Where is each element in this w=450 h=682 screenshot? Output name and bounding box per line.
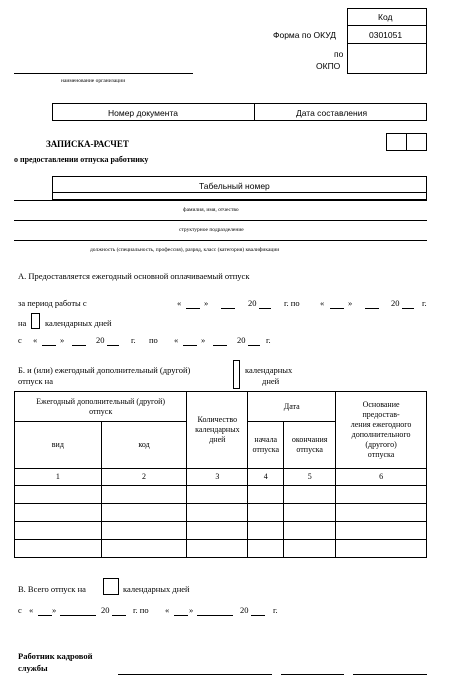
okpo-label: ОКПО xyxy=(316,61,341,71)
section-a-na: на xyxy=(18,318,27,328)
leave-po: по xyxy=(149,335,158,345)
total-from-year-prefix: 20 xyxy=(101,605,110,615)
col-number: 6 xyxy=(336,469,427,486)
table-row xyxy=(15,522,427,540)
section-v-days-box[interactable] xyxy=(103,578,119,595)
table-row xyxy=(15,540,427,558)
total-from-month[interactable] xyxy=(60,615,96,616)
leave-to-day[interactable] xyxy=(183,345,197,346)
col-number: 4 xyxy=(248,469,284,486)
position-caption: должность (специальность, профессия), разряд, класс (категория) квалификации xyxy=(90,247,280,253)
table-cell[interactable] xyxy=(187,522,248,540)
org-caption: наименование организации xyxy=(61,78,126,84)
period-po: г. по xyxy=(284,298,300,308)
section-b-days-box[interactable] xyxy=(233,360,240,389)
leave-s: с xyxy=(18,335,22,345)
doc-date-label: Дата составления xyxy=(296,108,368,118)
hr-signature-line[interactable] xyxy=(281,674,344,675)
period-to-quote-close: » xyxy=(348,298,353,308)
table-cell[interactable] xyxy=(284,522,336,540)
table-cell[interactable] xyxy=(336,522,427,540)
leave-to-month[interactable] xyxy=(213,345,227,346)
document-subtitle: о предоставлении отпуска работнику xyxy=(14,155,149,164)
doc-number-value-cell[interactable] xyxy=(386,133,407,151)
doc-number-label: Номер документа xyxy=(108,108,178,118)
table-cell[interactable] xyxy=(15,522,102,540)
total-from-year[interactable] xyxy=(112,615,126,616)
hr-signature-label-2: службы xyxy=(18,663,48,673)
col-basis-header: Основание предостав- ления ежегодного дополнительного (другого) отпуска xyxy=(336,392,427,469)
col-start-header: начала отпуска xyxy=(248,422,284,469)
col-number: 2 xyxy=(101,469,187,486)
table-cell[interactable] xyxy=(336,504,427,522)
table-cell[interactable] xyxy=(15,504,102,522)
doc-table-divider xyxy=(254,103,255,121)
total-to-month[interactable] xyxy=(197,615,233,616)
section-b-heading-1: Б. и (или) ежегодный дополнительный (другой) xyxy=(18,365,191,375)
document-title: ЗАПИСКА-РАСЧЕТ xyxy=(46,139,129,149)
table-cell[interactable] xyxy=(101,522,187,540)
okud-value: 0301051 xyxy=(369,30,403,40)
total-to-year[interactable] xyxy=(251,615,265,616)
section-v-heading-pre: В. Всего отпуск на xyxy=(18,584,86,594)
table-cell[interactable] xyxy=(187,540,248,558)
period-from-month[interactable] xyxy=(221,308,235,309)
leave-from-quote-open: « xyxy=(33,335,38,345)
period-label: за период работы с xyxy=(18,298,87,308)
section-v-heading-post: календарных дней xyxy=(123,584,190,594)
table-row xyxy=(15,486,427,504)
section-a-heading: А. Предоставляется ежегодный основной оплачиваемый отпуск xyxy=(18,271,250,281)
col-days-header: Количество календарных дней xyxy=(187,392,248,469)
total-to-day[interactable] xyxy=(174,615,188,616)
table-cell[interactable] xyxy=(336,486,427,504)
doc-date-value-cell[interactable] xyxy=(406,133,427,151)
leave-from-year[interactable] xyxy=(107,345,119,346)
leave-from-day[interactable] xyxy=(42,345,56,346)
additional-leave-table xyxy=(14,391,427,558)
col-date-header: Дата xyxy=(248,392,336,422)
hr-signature-label-1: Работник кадровой xyxy=(18,651,93,661)
table-cell[interactable] xyxy=(15,486,102,504)
fio-caption: фамилия, имя, отчество xyxy=(183,207,239,213)
code-label: Код xyxy=(378,12,393,22)
period-from-day[interactable] xyxy=(186,308,200,309)
leave-to-quote-open: « xyxy=(174,335,179,345)
total-to-year-suffix: г. xyxy=(273,605,278,615)
table-cell[interactable] xyxy=(248,486,284,504)
table-cell[interactable] xyxy=(187,486,248,504)
table-cell[interactable] xyxy=(101,486,187,504)
dept-caption: структурное подразделение xyxy=(179,227,244,233)
table-cell[interactable] xyxy=(284,504,336,522)
org-name-line[interactable] xyxy=(14,73,193,74)
total-to-quote-open: « xyxy=(165,605,170,615)
col-leave-header: Ежегодный дополнительный (другой) отпуск xyxy=(15,392,187,422)
okpo-value-cell[interactable] xyxy=(347,43,427,74)
period-to-year-suffix: г. xyxy=(422,298,427,308)
table-cell[interactable] xyxy=(187,504,248,522)
leave-to-year-suffix: г. xyxy=(266,335,271,345)
hr-name-line[interactable] xyxy=(353,674,427,675)
total-from-quote-open: « xyxy=(29,605,34,615)
total-to-year-prefix: 20 xyxy=(240,605,249,615)
table-cell[interactable] xyxy=(248,522,284,540)
leave-from-year-suffix: г. xyxy=(131,335,136,345)
leave-to-year-prefix: 20 xyxy=(237,335,246,345)
section-b-heading-2: отпуск на xyxy=(18,376,54,386)
col-end-header: окончания отпуска xyxy=(284,422,336,469)
period-from-year-prefix: 20 xyxy=(248,298,257,308)
fio-line[interactable] xyxy=(14,200,427,201)
table-cell[interactable] xyxy=(101,504,187,522)
leave-from-month[interactable] xyxy=(72,345,86,346)
col-number: 1 xyxy=(15,469,102,486)
period-to-year[interactable] xyxy=(402,308,414,309)
col-kod-header: код xyxy=(101,422,187,469)
table-cell[interactable] xyxy=(284,486,336,504)
okud-label: Форма по ОКУД xyxy=(273,30,336,40)
section-a-days-label: календарных дней xyxy=(45,318,112,328)
tab-number-divider xyxy=(52,192,427,193)
col-number: 3 xyxy=(187,469,248,486)
position-line[interactable] xyxy=(14,240,427,241)
leave-from-year-prefix: 20 xyxy=(96,335,105,345)
table-cell[interactable] xyxy=(248,504,284,522)
col-vid-header: вид xyxy=(15,422,102,469)
hr-position-line[interactable] xyxy=(118,674,272,675)
tab-number-label: Табельный номер xyxy=(199,181,270,191)
leave-to-quote-close: » xyxy=(201,335,206,345)
table-row xyxy=(15,504,427,522)
table-cell[interactable] xyxy=(248,540,284,558)
table-cell[interactable] xyxy=(101,540,187,558)
col-number: 5 xyxy=(284,469,336,486)
dept-line[interactable] xyxy=(14,220,427,221)
total-po: г. по xyxy=(133,605,149,615)
period-to-quote-open: « xyxy=(320,298,325,308)
column-numbers-row xyxy=(15,469,427,486)
period-from-quote-open: « xyxy=(177,298,182,308)
section-b-days-2: дней xyxy=(262,376,280,386)
leave-from-quote-close: » xyxy=(60,335,65,345)
total-from-day[interactable] xyxy=(38,615,52,616)
table-cell[interactable] xyxy=(15,540,102,558)
section-a-days-box[interactable] xyxy=(31,313,40,329)
total-s: с xyxy=(18,605,22,615)
table-cell[interactable] xyxy=(336,540,427,558)
total-from-quote-close: » xyxy=(52,605,57,615)
period-to-year-prefix: 20 xyxy=(391,298,400,308)
period-to-month[interactable] xyxy=(365,308,379,309)
table-cell[interactable] xyxy=(284,540,336,558)
okpo-label-po: по xyxy=(334,49,344,59)
total-to-quote-close: » xyxy=(189,605,194,615)
period-from-year[interactable] xyxy=(259,308,271,309)
period-to-day[interactable] xyxy=(330,308,344,309)
section-b-days-1: календарных xyxy=(245,365,293,375)
period-from-quote-close: » xyxy=(204,298,209,308)
leave-to-year[interactable] xyxy=(248,345,260,346)
